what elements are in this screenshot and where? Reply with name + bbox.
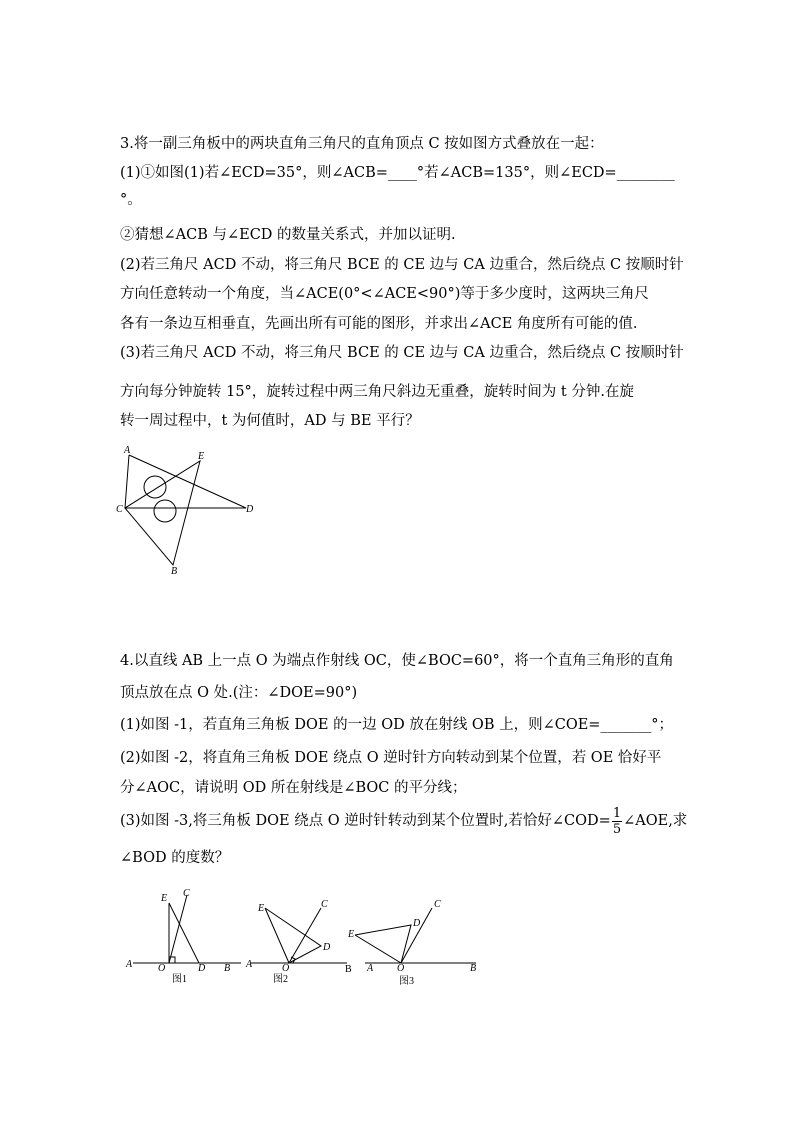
fig3-label-c: C (434, 899, 441, 910)
q3-line-9: 方向每分钟旋转 15°，旋转过程中两三角尺斜边无重叠，旋转时间为 t 分钟.在旋 (120, 384, 634, 400)
q3-figure (112, 440, 272, 580)
fig2-label-o: O (282, 963, 290, 974)
q3-label-b: B (171, 566, 178, 577)
fig1-label-e: E (161, 893, 168, 904)
q4-figures (120, 880, 490, 990)
fig2-label-e: E (258, 903, 265, 914)
fig1-caption: 图1 (172, 974, 187, 985)
q4-line-6-end: ∠AOE,求 (623, 813, 688, 829)
q4-line-5: 分∠AOC，请说明 OD 所在射线是∠BOC 的平分线； (120, 780, 467, 796)
q3-line-6: 方向任意转动一个角度，当∠ACE(0°<∠ACE<90°)等于多少度时，这两块三角尺 (120, 286, 649, 302)
q3-line-2: (1)①如图(1)若∠ECD=35°，则∠ACB=____°若∠ACB=135°，则∠ECD=________ (120, 165, 675, 181)
fig3-label-b: B (470, 963, 477, 974)
fig2-label-c: C (321, 899, 328, 910)
fig2-label-b: B (345, 964, 352, 975)
fig1-label-b: B (224, 963, 231, 974)
fig1-label-c: C (183, 888, 190, 899)
q4-line-3: (1)如图 -1，若直角三角板 DOE 的一边 OD 放在射线 OB 上，则∠COE=_______°； (120, 717, 673, 733)
fig3-label-o: O (397, 963, 405, 974)
q3-label-e: E (198, 451, 205, 462)
fig2-label-a: A (246, 959, 253, 970)
q4-line-6 (120, 804, 687, 838)
q3-line-3: °。 (120, 192, 142, 208)
q3-line-8: (3)若三角尺 ACD 不动，将三角尺 BCE 的 CE 边与 CA 边重合，然后绕点 C 按顺时针 (120, 345, 684, 361)
q3-label-c: C (116, 504, 123, 515)
fig1-label-a: A (126, 959, 133, 970)
q4-line-7: ∠BOD 的度数？ (120, 850, 230, 866)
q3-line-4: ②猜想∠ACB 与∠ECD 的数量关系式，并加以证明. (120, 227, 456, 243)
fig2-caption: 图2 (273, 974, 288, 985)
q4-line-1: 4.以直线 AB 上一点 O 为端点作射线 OC，使∠BOC=60°，将一个直角三角形的直角 (120, 653, 674, 669)
q3-line-1: 3.将一副三角板中的两块直角三角尺的直角顶点 C 按如图方式叠放在一起： (120, 136, 604, 152)
q4-line-4: (2)如图 -2，将直角三角板 DOE 绕点 O 逆时针方向转动到某个位置，若 OE 恰好平 (120, 750, 662, 766)
q3-line-10: 转一周过程中，t 为何值时，AD 与 BE 平行？ (120, 413, 420, 429)
q3-line-5: (2)若三角尺 ACD 不动，将三角尺 BCE 的 CE 边与 CA 边重合，然后绕点 C 按顺时针 (120, 257, 684, 273)
fraction-numerator: 1 (612, 805, 622, 821)
q4-line-2: 顶点放在点 O 处.(注：∠DOE=90°) (120, 685, 358, 701)
fig3-label-a: A (367, 963, 374, 974)
fig1-label-o: O (158, 963, 166, 974)
fraction-one-fifth (612, 806, 622, 837)
fraction-denominator: 5 (612, 821, 622, 837)
fig2-label-d: D (323, 942, 331, 953)
fig1-label-d: D (198, 963, 206, 974)
q3-label-a: A (124, 445, 131, 456)
q3-label-d: D (246, 504, 254, 515)
q3-line-7: 各有一条边互相垂直，先画出所有可能的图形，并求出∠ACE 角度所有可能的值. (120, 316, 638, 332)
q4-line-6-start: (3)如图 -3,将三角板 DOE 绕点 O 逆时针转动到某个位置时,若恰好∠COD= (120, 813, 611, 829)
fig3-label-d: D (413, 918, 421, 929)
fig3-caption: 图3 (399, 976, 414, 987)
fig3-label-e: E (348, 929, 355, 940)
